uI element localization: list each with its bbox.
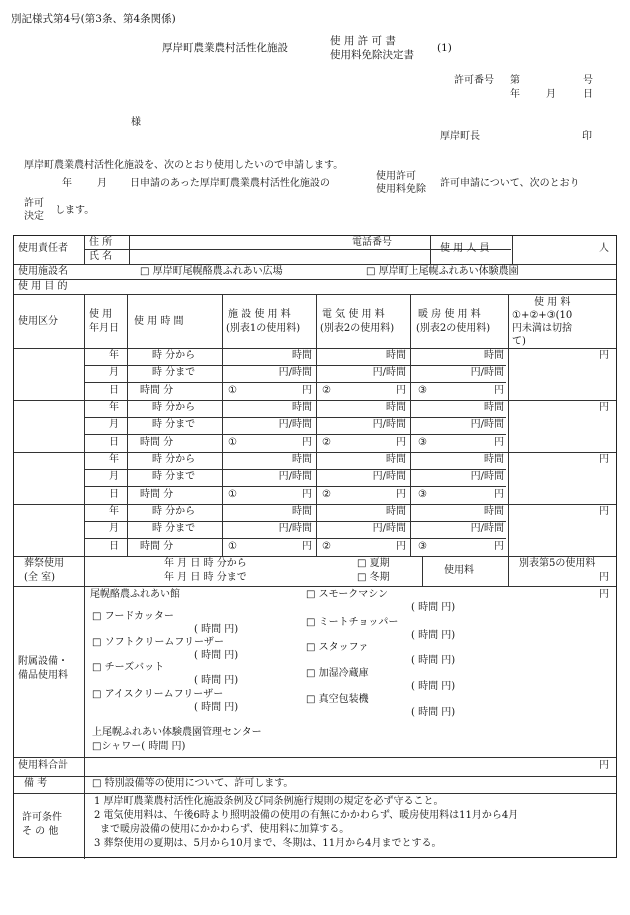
summer-checkbox[interactable]: □ 夏期 [357,558,390,569]
usage-4-en-cell: 円 [396,540,406,552]
rule [512,236,513,264]
usage-1-tsuki-cell: 月 [109,367,119,379]
equipment-right-3-time: ( 時間 円) [411,655,456,666]
label-joken-1: 許可条件 [22,812,62,823]
usage-1-en_jikan-cell: 円/時間 [470,367,504,379]
equipment-left-2-checkbox[interactable]: □ ソフトクリームフリーザー [92,637,225,648]
rule [430,236,431,264]
usage-2-en-cell: 円 [396,436,406,448]
header-total-3: 円未満は切捨 [512,323,572,334]
usage-2-en_jikan-cell: 円/時間 [278,419,312,431]
doc-number: (1) [437,42,452,54]
usage-3-made-cell: 時 分まで [152,471,196,483]
equipment-left-1-time: ( 時間 円) [194,624,239,635]
title-menjo: 使用料免除決定書 [330,49,414,61]
usage-2-jikan-cell: 時間 [484,402,504,413]
usage-3-c3-cell: ③ [418,488,427,500]
equipment-right-4-checkbox[interactable]: □ 加湿冷蔵庫 [306,668,369,679]
usage-3-total-en: 円 [599,454,609,465]
rule [14,348,616,349]
usage-3-jikan-cell: 時間 [292,454,312,465]
rule [84,586,85,859]
usage-2-kara-cell: 時 分から [152,402,196,413]
form-label: 別記様式第4号(第3条、第4条関係) [11,13,176,25]
mayor-name: 厚岸町長 [440,131,480,142]
decision-mid: 日申請のあった厚岸町農業農村活性化施設の [130,178,330,189]
shimasu-text: します。 [55,205,95,216]
header-fee2-1: 電 気 使 用 料 [322,309,385,320]
label-mokuteki: 使 用 目 的 [18,281,68,292]
rule [14,776,616,777]
label-sekininsha: 使用責任者 [18,243,68,254]
rule [14,504,616,505]
rule [222,294,223,556]
usage-2-total-en: 円 [599,402,609,413]
header-total-4: て) [512,336,526,347]
label-sousai-2: (全 室) [24,572,55,583]
label-sousai-1: 葬祭使用 [24,558,64,569]
usage-3-hi-cell: 日 [109,488,119,500]
kettei-label: 決定 [24,211,44,222]
usage-2-en-cell: 円 [302,436,312,448]
intro-text: 厚岸町農業農村活性化施設を、次のとおり使用したいので申請します。 [24,160,344,171]
label-kamiobihoro-center: 上尾幌ふれあい体験農園管理センター [92,727,262,738]
addressee-sama: 様 [131,117,141,128]
usage-1-kara-cell: 時 分から [152,350,196,361]
header-fee1-2: (別表1の使用料) [226,323,301,334]
usage-1-en-cell: 円 [302,384,312,396]
usage-2-c1-cell: ① [228,436,237,448]
header-fee3-1: 暖 房 使 用 料 [418,309,481,320]
facility-kamiobihoro-checkbox[interactable]: □ 厚岸町上尾幌ふれあい体験農園 [366,266,519,277]
condition-2: 2 電気使用料は、午後6時より照明設備の使用の有無にかかわらず、暖房使用料は11月から4月 [94,810,519,821]
usage-4-en_jikan-cell: 円/時間 [372,523,406,535]
permit-no-label: 許可番号 [454,75,494,86]
usage-3-en_jikan-cell: 円/時間 [372,471,406,483]
equipment-right-2-time: ( 時間 円) [411,630,456,641]
decision-month: 月 [97,178,107,189]
rule [14,279,616,280]
permit-year: 年 [510,89,520,100]
header-date-2: 年月日 [89,323,119,334]
rule [508,294,509,586]
usage-2-jikanfun-cell: 時間 分 [140,436,174,448]
rule [84,434,506,435]
usage-2-en_jikan-cell: 円/時間 [372,419,406,431]
usage-1-jikan-cell: 時間 [292,350,312,361]
unit-en-sousai: 円 [599,572,609,583]
rule [14,586,616,587]
usage-3-jikanfun-cell: 時間 分 [140,488,174,500]
equipment-right-5-time: ( 時間 円) [411,707,456,718]
label-fuzoku-2: 備品使用料 [18,670,68,681]
usage-4-total-en: 円 [599,506,609,517]
label-ninzu: 使 用 人 員 [440,243,490,254]
usage-4-c2-cell: ② [322,540,331,552]
label-shisetsu: 使用施設名 [18,266,68,277]
unit-en-fuzoku: 円 [599,589,609,600]
usage-1-total-en: 円 [599,350,609,361]
decision-kyoka: 使用許可 [376,171,416,182]
rule [14,556,616,557]
usage-3-en_jikan-cell: 円/時間 [278,471,312,483]
usage-3-en-cell: 円 [494,488,504,500]
shower-checkbox[interactable]: □シャワー( 時間 円) [92,741,186,752]
rule [422,556,423,586]
usage-4-en_jikan-cell: 円/時間 [470,523,504,535]
equipment-right-1-checkbox[interactable]: □ スモークマシン [306,589,388,600]
header-fee1-1: 施 設 使 用 料 [228,309,291,320]
permit-day: 日 [583,89,593,100]
seal-mark: 印 [582,131,592,142]
usage-3-kara-cell: 時 分から [152,454,196,465]
usage-2-jikan-cell: 時間 [386,402,406,413]
rule [84,382,506,383]
usage-3-tsuki-cell: 月 [109,471,119,483]
usage-1-hi-cell: 日 [109,384,119,396]
usage-3-jikan-cell: 時間 [484,454,504,465]
usage-4-jikan-cell: 時間 [484,506,504,517]
rule [84,521,506,522]
usage-1-en_jikan-cell: 円/時間 [372,367,406,379]
rule [14,452,616,453]
usage-1-jikan-cell: 時間 [386,350,406,361]
title-facility: 厚岸町農業農村活性化施設 [162,42,288,54]
usage-3-nen-cell: 年 [109,454,119,465]
usage-3-en-cell: 円 [302,488,312,500]
label-tel: 電話番号 [352,237,392,248]
unit-en-gokei: 円 [599,760,609,771]
header-total-1: 使 用 料 [534,297,571,308]
decision-menjo: 使用料免除 [376,184,426,195]
usage-4-kara-cell: 時 分から [152,506,196,517]
rule [410,294,411,556]
condition-2b: まで暖房設備の使用にかかわらず、使用料に加算する。 [100,824,350,835]
usage-4-tsuki-cell: 月 [109,523,119,535]
usage-1-jikan-cell: 時間 [484,350,504,361]
usage-2-c3-cell: ③ [418,436,427,448]
usage-2-en-cell: 円 [494,436,504,448]
usage-4-c1-cell: ① [228,540,237,552]
application-table [13,235,617,858]
rule [14,294,616,295]
rule [316,294,317,556]
usage-1-en_jikan-cell: 円/時間 [278,367,312,379]
permit-go: 号 [583,75,593,86]
label-beppyo5: 別表第5の使用料 [519,558,596,569]
equipment-right-4-time: ( 時間 円) [411,681,456,692]
usage-1-en-cell: 円 [494,384,504,396]
header-fee3-2: (別表2の使用料) [416,323,491,334]
usage-4-en_jikan-cell: 円/時間 [278,523,312,535]
facility-obihoro-checkbox[interactable]: □ 厚岸町尾幌酪農ふれあい広場 [140,266,283,277]
rule [84,236,85,264]
header-fee2-2: (別表2の使用料) [320,323,395,334]
label-obihoro-kan: 尾幌酪農ふれあい館 [90,589,180,600]
equipment-left-4-checkbox[interactable]: □ アイスクリームフリーザー [92,689,224,700]
usage-4-jikan-cell: 時間 [292,506,312,517]
label-biko: 備 考 [24,778,48,789]
usage-1-c1-cell: ① [228,384,237,396]
biko-checkbox[interactable]: □ 特別設備等の使用について、許可します。 [92,778,294,789]
permit-month: 月 [546,89,556,100]
rule [127,294,128,556]
header-time: 使 用 時 間 [134,316,184,327]
equipment-right-5-checkbox[interactable]: □ 真空包装機 [306,694,369,705]
condition-1: 1 厚岸町農業農村活性化施設条例及び同条例施行規則の規定を必ず守ること。 [94,796,444,807]
sousai-end: 年 月 日 時 分まで [164,572,247,583]
header-total-2: ①+②+③(10 [512,310,573,321]
equipment-left-2-time: ( 時間 円) [194,650,239,661]
label-shiyoryo: 使用料 [444,565,474,576]
usage-3-en_jikan-cell: 円/時間 [470,471,504,483]
usage-3-en-cell: 円 [396,488,406,500]
usage-2-made-cell: 時 分まで [152,419,196,431]
label-kubun: 使用区分 [18,316,58,327]
label-jusho: 住 所 [89,237,113,248]
usage-1-jikanfun-cell: 時間 分 [140,384,174,396]
rule [14,400,616,401]
usage-1-c2-cell: ② [322,384,331,396]
usage-1-nen-cell: 年 [109,350,119,361]
usage-2-c2-cell: ② [322,436,331,448]
rule [84,469,506,470]
usage-2-tsuki-cell: 月 [109,419,119,431]
usage-2-jikan-cell: 時間 [292,402,312,413]
condition-3: 3 葬祭使用の夏期は、5月から10月まで、冬期は、11月から4月までとする。 [94,838,442,849]
rule [84,486,506,487]
rule [14,757,616,758]
usage-3-jikan-cell: 時間 [386,454,406,465]
usage-4-made-cell: 時 分まで [152,523,196,535]
equipment-left-4-time: ( 時間 円) [194,702,239,713]
usage-4-jikanfun-cell: 時間 分 [140,540,174,552]
equipment-right-3-checkbox[interactable]: □ スタッファ [306,642,369,653]
label-fuzoku-1: 附属設備・ [18,656,68,667]
equipment-left-3-time: ( 時間 円) [194,675,239,686]
sousai-start: 年 月 日 時 分から [164,558,247,569]
usage-4-nen-cell: 年 [109,506,119,517]
usage-2-en_jikan-cell: 円/時間 [470,419,504,431]
usage-1-c3-cell: ③ [418,384,427,396]
usage-2-nen-cell: 年 [109,402,119,413]
rule [84,417,506,418]
winter-checkbox[interactable]: □ 冬期 [357,572,390,583]
kyoka-label: 許可 [24,198,44,209]
equipment-left-1-checkbox[interactable]: □ フードカッター [92,611,174,622]
decision-tail: 許可申請について、次のとおり [440,178,580,189]
label-gokei: 使用料合計 [18,760,68,771]
usage-4-jikan-cell: 時間 [386,506,406,517]
label-joken-2: そ の 他 [22,826,59,837]
header-date-1: 使 用 [89,309,113,320]
rule [84,294,85,586]
usage-3-c2-cell: ② [322,488,331,500]
usage-1-en-cell: 円 [396,384,406,396]
usage-4-hi-cell: 日 [109,540,119,552]
permit-dai: 第 [510,75,520,86]
label-shimei: 氏 名 [89,251,113,262]
usage-4-c3-cell: ③ [418,540,427,552]
rule [129,236,130,264]
usage-1-made-cell: 時 分まで [152,367,196,379]
rule [14,793,616,794]
equipment-right-2-checkbox[interactable]: □ ミートチョッパー [306,617,399,628]
rule [14,264,616,265]
rule [84,365,506,366]
usage-2-hi-cell: 日 [109,436,119,448]
decision-year: 年 [62,178,72,189]
usage-4-en-cell: 円 [302,540,312,552]
equipment-right-1-time: ( 時間 円) [411,602,456,613]
usage-4-en-cell: 円 [494,540,504,552]
unit-hito: 人 [599,243,609,254]
equipment-left-3-checkbox[interactable]: □ チーズバット [92,662,165,673]
rule [84,538,506,539]
usage-3-c1-cell: ① [228,488,237,500]
title-kyoka: 使 用 許 可 書 [330,35,396,47]
